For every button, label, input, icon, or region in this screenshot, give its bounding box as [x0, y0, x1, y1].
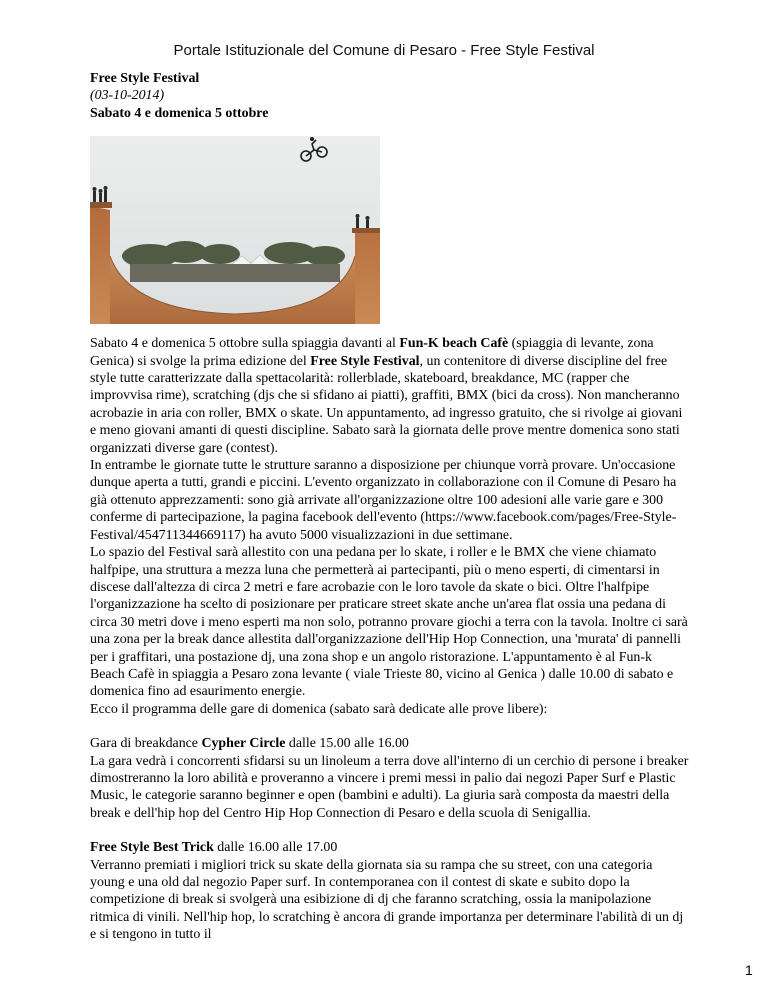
article-subtitle: Sabato 4 e domenica 5 ottobre — [90, 105, 269, 121]
article-date: (03-10-2014) — [90, 88, 165, 104]
paragraph-participation: In entrambe le giornate tutte le strutture saranno a disposizione per chiunque vorrà provare. Un'occasione dunque aperta a tutti, grandi e piccini. L'evento organizzato in collaborazione con il Comune di Pesaro ha già ottenuto apprezzamenti: sono già arrivate all'organizzazione oltre 100 adesioni alle varie gare e 300 conferme di partecipazione, la pagina facebook dell'evento (https://www.facebook.com/pages/Free-Style-Festival/454711344669117) ha avuto 5000 visualizzazioni in due settimane. — [90, 458, 677, 543]
spacer — [90, 718, 690, 735]
article-title: Free Style Festival — [90, 71, 200, 86]
article-body — [90, 335, 690, 943]
festival-name: Free Style Festival — [310, 353, 420, 369]
breakdance-pre: Gara di breakdance — [90, 736, 202, 752]
paragraph-intro — [90, 335, 690, 457]
spacer — [90, 822, 690, 839]
section-besttrick-body: Verranno premiati i migliori trick su skate della giornata sia su rampa che su street, con una categoria young e una old dal negozio Paper surf. In contemporanea con il contest di skate e subito dopo la competizione di break si svolgerà una esibizione di dj che faranno scratching, ossia la manipolazione ritmica di vinili. Nell'hip hop, lo scratching è ancora di grande importanza per determinare l'abilità di un dj e si tengono in tutto il — [90, 857, 684, 943]
intro-text-a: Sabato 4 e domenica 5 ottobre sulla spiaggia davanti al — [90, 336, 400, 352]
besttrick-time: dalle 16.00 alle 17.00 — [213, 840, 338, 856]
halfpipe-photo-image — [90, 136, 380, 324]
besttrick-title: Free Style Best Trick — [90, 840, 214, 856]
breakdance-time: dalle 15.00 alle 16.00 — [285, 736, 409, 752]
paragraph-program-intro: Ecco il programma delle gare di domenica (sabato sarà dedicate alle prove libere): — [90, 701, 548, 717]
section-breakdance-heading — [90, 735, 690, 752]
halfpipe-photo — [90, 136, 380, 324]
intro-text-e: , un contenitore di diverse discipline del free style tutte caratterizzate dalla spettacolarità: rollerblade, skateboard, breakdance, MC (rapper che improvvisa rime), scratching (djs che si sfidano ai piatti), graffiti, BMX (bici da cross). Non mancheranno acrobazie in aria con roller, BMX o skate. Un appuntamento, ad ingresso gratuito, che si rivolge ai giovani e meno giovani amanti di questi discipline. Sabato sarà la giornata delle prove mentre domenica sono stati organizzati diverse gare (contest). — [90, 353, 683, 456]
section-besttrick-heading — [90, 839, 690, 856]
paragraph-venue: Lo spazio del Festival sarà allestito con una pedana per lo skate, i roller e le BMX che viene chiamato halfpipe, una struttura a mezza luna che permetterà ai partecipanti, più o meno esperti, di cimentarsi in discese dall'altezza di circa 2 metri e fare acrobazie con le loro tavole da skate o bici. Oltre l'halfpipe l'organizzazione ha scelto di posizionare per praticare street skate anche un'area flat ossia una pedana di circa 30 metri dove i meno esperti ma non solo, potranno provare giochi a terra con la tavola. Inoltre ci sarà una zona per la break dance allestita dall'organizzazione dell'Hip Hop Connection, una 'murata' di pannelli per i graffitari, una postazione dj, una zona shop e un angolo ristorazione. L'appuntamento è al Fun-k Beach Cafè in spiaggia a Pesaro zona levante ( viale Trieste 80, vicino al Genica ) dalle 10.00 di sabato e domenica fino ad esaurimento energie. — [90, 545, 688, 700]
venue-name: Fun-K beach Cafè — [399, 336, 509, 352]
article — [90, 70, 690, 944]
intro-text-c: (spiaggia di levante, zona Genica) si svolge la prima edizione del — [90, 336, 654, 369]
page-number: 1 — [745, 962, 753, 978]
page-header: Portale Istituzionale del Comune di Pesaro - Free Style Festival — [173, 42, 595, 59]
breakdance-title: Cypher Circle — [201, 736, 286, 752]
section-breakdance-body: La gara vedrà i concorrenti sfidarsi su un linoleum a terra dove all'interno di un cerchio di persone i breaker dimostreranno la loro abilità e proveranno a vincere i premi messi in palio dai negozi Paper Surf e Plastic Music, le categorie saranno beginner e open (bambini e adulti). La giuria sarà composta da maestri della break e dell'hip hop del Centro Hip Hop Connection di Pesaro e della scuola di Senigallia. — [90, 753, 689, 821]
